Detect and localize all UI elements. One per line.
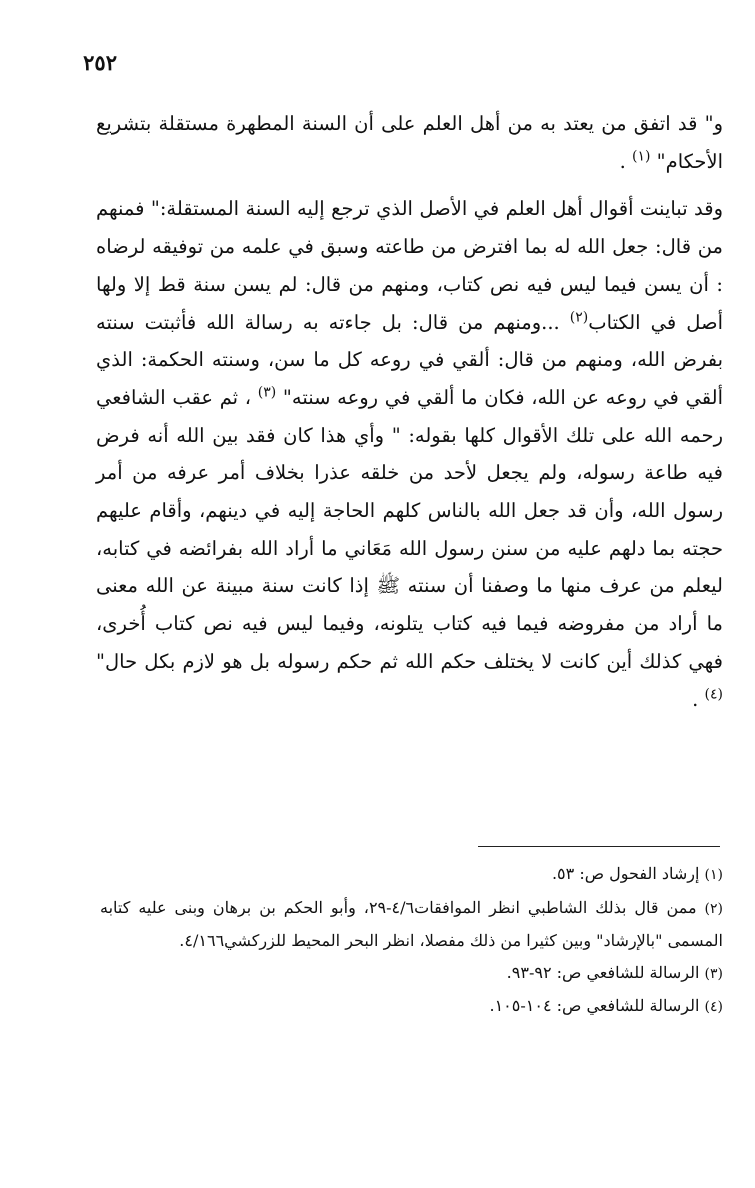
footnote-ref-2[interactable]: (٢)	[569, 309, 589, 326]
footnote-4-num: (٤)	[704, 999, 723, 1015]
footnote-2	[100, 892, 723, 957]
footnote-3-text: الرسالة للشافعي ص: ٩٢-٩٣.	[506, 962, 700, 982]
footnote-4-text: الرسالة للشافعي ص: ١٠٤-١٠٥.	[489, 996, 700, 1015]
page-number: ٢٥٢	[83, 50, 117, 75]
footnote-ref-1[interactable]: (١)	[631, 148, 651, 165]
footnote-separator	[478, 846, 720, 847]
footnote-1	[100, 858, 723, 892]
footnote-ref-3[interactable]: (٣)	[257, 384, 277, 401]
footnote-1-text: إرشاد الفحول ص: ٥٣.	[551, 864, 700, 883]
paragraph-1	[96, 105, 723, 180]
end-mark-1: .	[619, 149, 626, 173]
footnote-3-num: (٣)	[704, 965, 723, 982]
paragraph-2-cont2: ، ثم عقب الشافعي رحمه الله على تلك الأقوال كلها بقوله: " وأي هذا كان فقد بين الله أنه فرض فيه طاعة رسوله، ولم يجعل لأحد من خلقه عذرا بخلاف أمر عرفه من أمر رسول الله، وأن قد جعل الله بالناس كلهم الحاجة إليه في دينهم، وأقام عليهم حجته بما دلهم عليه من سنن رسول الله مَعَاني ما أراد الله بفرائضه في كتابه، ليعلم من عرف منها ما وصفنا أن سنته ﷺ إذا كانت سنة مبينة عن الله معنى ما أراد من مفروضه فيما فيه كتاب يتلونه، وفيما ليس فيه نص كتاب أُخرى، فهي كذلك أين كانت لا يختلف حكم الله ثم حكم رسوله بل هو لازم بكل حال"	[96, 385, 723, 673]
footnote-4	[100, 990, 723, 1024]
paragraph-2	[96, 190, 723, 718]
paragraph-2-text: وقد تباينت أقوال أهل العلم في الأصل الذي ترجع إليه السنة المستقلة:" فمنهم من قال: جعل الله له بما افترض من طاعته وسبق في علمه من توفيقه لرضاه : أن يسن فيما ليس فيه نص كتاب، ومنهم من قال: لم يسن سنة قط إلا ولها أصل في الكتاب	[96, 197, 724, 334]
paragraph-2-cont: ...ومنهم من قال: بل جاءته به رسالة الله فأثبتت سنته بفرض الله، ومنهم من قال: ألقي في روعه كل ما سن، وسنته الحكمة: الذي ألقي في روعه عن الله، فكان ما ألقي في روعه سنته"	[96, 310, 723, 409]
footnote-2-num: (٢)	[704, 900, 723, 917]
footnote-1-num: (١)	[704, 867, 723, 883]
footnotes	[100, 858, 723, 1024]
footnote-2-text: ممن قال بذلك الشاطبي انظر الموافقات٤/٦-٢٩، وأبو الحكم بن برهان وبنى عليه كتابه المسمى "بالإرشاد" وبين كثيرا من ذلك مفصلا، انظر البحر المحيط للزركشي٤/١٦٦.	[100, 897, 723, 950]
paragraph-1-text: و" قد اتفق من يعتد به من أهل العلم على أن السنة المطهرة مستقلة بتشريع الأحكام"	[96, 112, 723, 173]
end-mark-2: .	[692, 687, 699, 711]
footnote-3	[100, 957, 723, 991]
footnote-ref-4[interactable]: (٤)	[704, 686, 723, 703]
main-text	[96, 105, 723, 728]
